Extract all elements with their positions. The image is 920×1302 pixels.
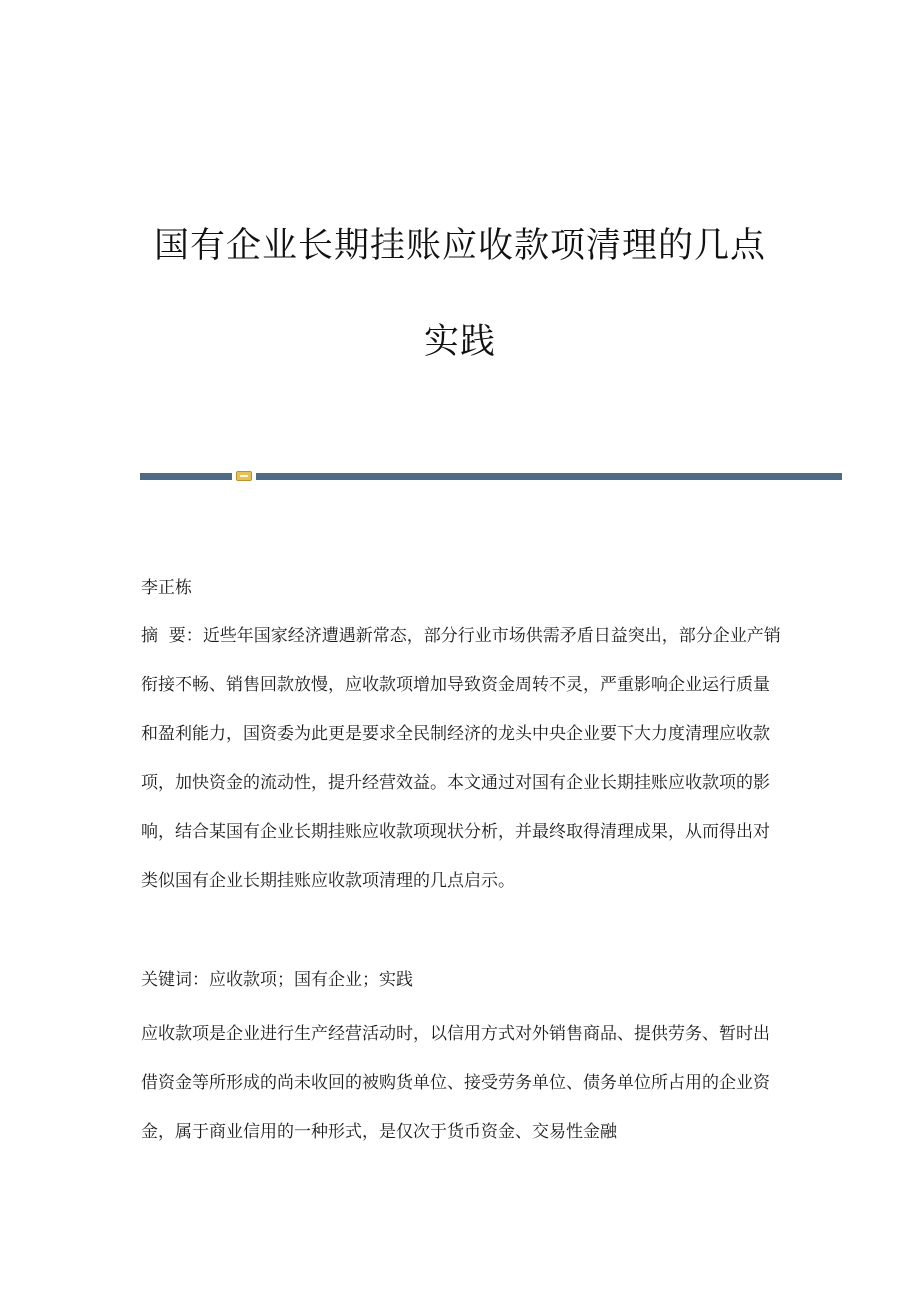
keywords-label: 关键词：: [141, 970, 209, 990]
keywords-text: 应收款项；国有企业；实践: [209, 970, 413, 990]
abstract-paragraph: [141, 612, 781, 906]
abstract-text: 近些年国家经济遭遇新常态，部分行业市场供需矛盾日益突出，部分企业产销衔接不畅、销售回款放慢，应收款项增加导致资金周转不灵，严重影响企业运行质量和盈利能力，国资委为此更是要求全民制经济的龙头中央企业要下大力度清理应收款项，加快资金的流动性，提升经营效益。本文通过对国有企业长期挂账应收款项的影响，结合某国有企业长期挂账应收款项现状分析，并最终取得清理成果，从而得出对类似国有企业长期挂账应收款项清理的几点启示。: [141, 626, 781, 891]
document-title-line-2: 实践: [423, 322, 496, 362]
body-paragraph: 应收款项是企业进行生产经营活动时，以信用方式对外销售商品、提供劳务、暂时出借资金等所形成的尚未收回的被购货单位、接受劳务单位、债务单位所占用的企业资金，属于商业信用的一种形式，是仅次于货币资金、交易性金融: [141, 1024, 770, 1142]
keywords-line: [141, 956, 781, 1005]
divider-bar-right: [256, 473, 842, 480]
document-title-line-1: 国有企业长期挂账应收款项清理的几点: [153, 226, 766, 266]
divider-bar-left: [140, 473, 232, 480]
abstract-label: 摘 要：: [141, 626, 203, 646]
title-divider: [140, 471, 842, 481]
author-name: 李正栋: [141, 578, 192, 598]
divider-emblem-icon: [236, 471, 252, 481]
